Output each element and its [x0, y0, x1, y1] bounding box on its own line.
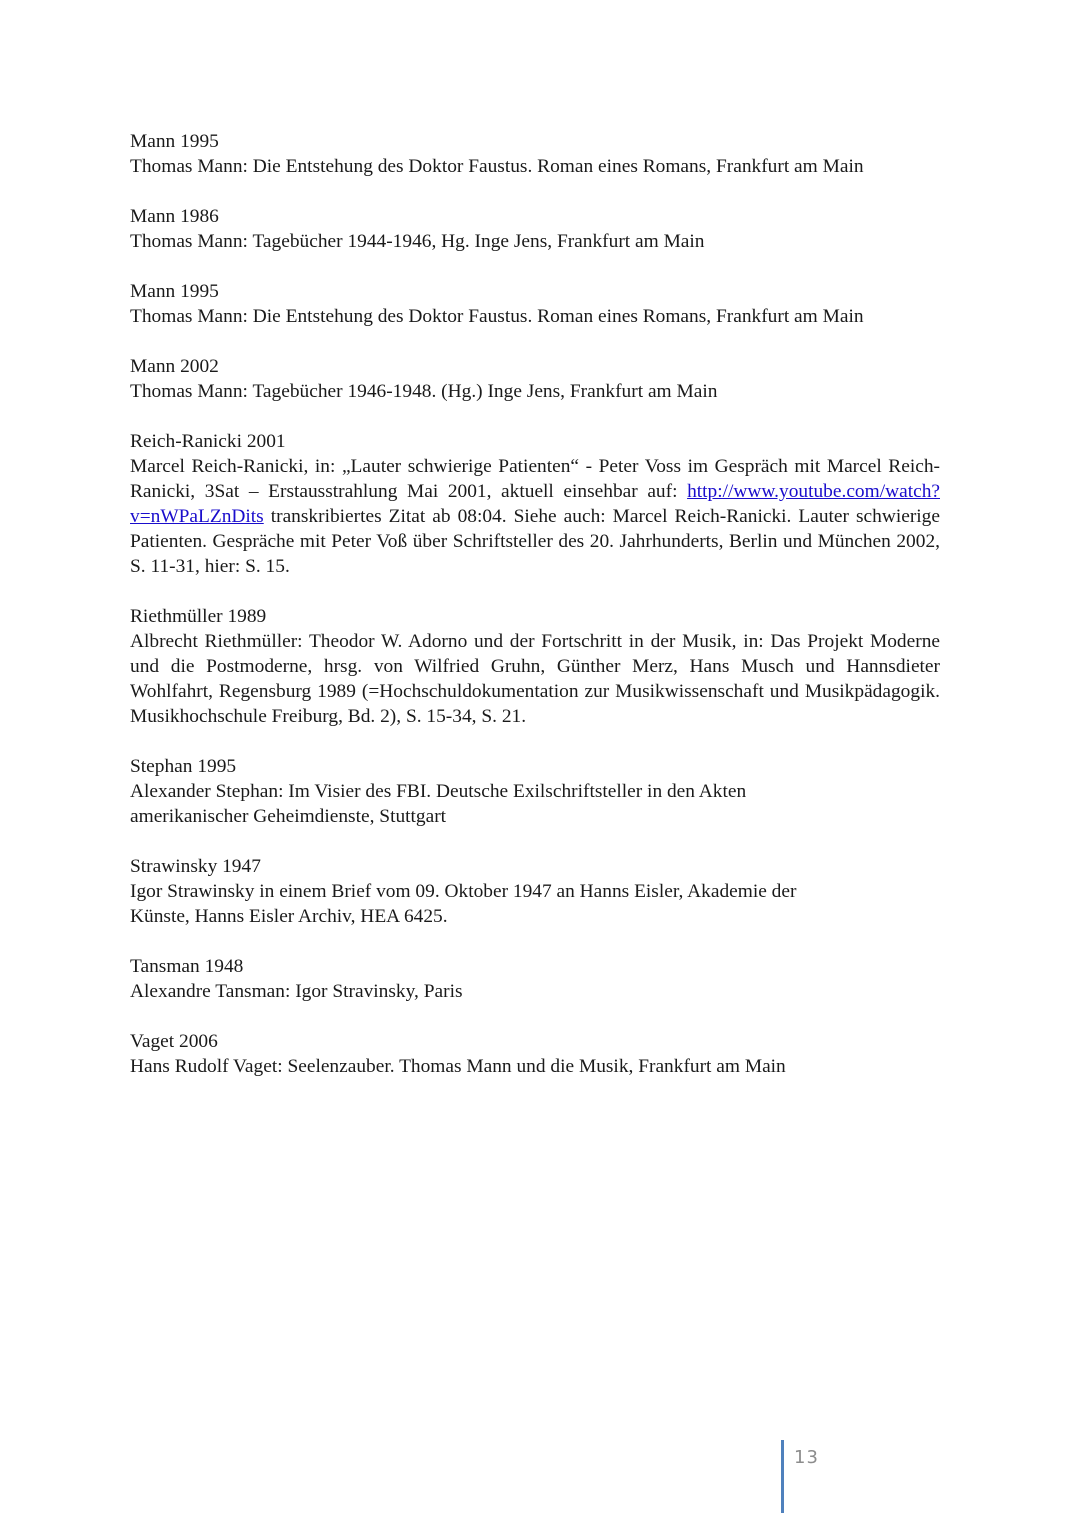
entry-key: Mann 1986 — [130, 206, 219, 227]
bibliography-entry — [130, 1029, 940, 1079]
bibliography-entry — [130, 604, 940, 729]
bibliography-entry — [130, 204, 940, 254]
entry-text: Albrecht Riethmüller: Theodor W. Adorno und der Fortschritt in der Musik, in: Das Projekt Moderne und die Postmoderne, hrsg. von Wilfried Gruhn, Günther Merz, Hans Musch und Hannsdieter Wohlfahrt, Regensburg 1989 (=Hochschuldokumentation zur Musikwissenschaft und Musikpädagogik. Musikhochschule Freiburg, Bd. 2), S. 15-34, S. 21. — [130, 631, 940, 727]
entry-key: Reich-Ranicki 2001 — [130, 431, 286, 452]
bibliography-list — [130, 129, 940, 1104]
entry-text: Thomas Mann: Tagebücher 1946-1948. (Hg.) Inge Jens, Frankfurt am Main — [130, 381, 718, 402]
entry-key: Stephan 1995 — [130, 756, 237, 777]
bibliography-entry — [130, 429, 940, 579]
entry-key: Vaget 2006 — [130, 1031, 218, 1052]
youtube-link[interactable]: http://www.youtube.com/watch?v=nWPaLZnDits — [130, 481, 940, 527]
entry-key: Mann 1995 — [130, 131, 219, 152]
bibliography-entry — [130, 954, 940, 1004]
bibliography-entry — [130, 754, 940, 829]
entry-text-part: transkribiertes Zitat ab 08:04. Siehe auch: Marcel Reich-Ranicki. Lauter schwierige Patienten. Gespräche mit Peter Voß über Schriftsteller des 20. Jahrhunderts, Berlin und München 2002, S. 11-31, hier: S. 15. — [130, 506, 940, 577]
entry-text-line: Künste, Hanns Eisler Archiv, HEA 6425. — [130, 906, 448, 927]
entry-text — [130, 454, 940, 579]
page-number-rule — [781, 1440, 784, 1513]
bibliography-entry — [130, 129, 940, 179]
entry-text: Thomas Mann: Die Entstehung des Doktor Faustus. Roman eines Romans, Frankfurt am Main — [130, 156, 864, 177]
bibliography-entry — [130, 354, 940, 404]
entry-text-line: amerikanischer Geheimdienste, Stuttgart — [130, 806, 447, 827]
entry-key: Tansman 1948 — [130, 956, 244, 977]
entry-key: Mann 1995 — [130, 281, 219, 302]
bibliography-entry — [130, 279, 940, 329]
bibliography-entry — [130, 854, 940, 929]
entry-key: Strawinsky 1947 — [130, 856, 261, 877]
entry-text: Hans Rudolf Vaget: Seelenzauber. Thomas Mann und die Musik, Frankfurt am Main — [130, 1056, 786, 1077]
entry-text: Alexandre Tansman: Igor Stravinsky, Paris — [130, 981, 463, 1002]
entry-key: Mann 2002 — [130, 356, 219, 377]
entry-text: Thomas Mann: Tagebücher 1944-1946, Hg. Inge Jens, Frankfurt am Main — [130, 231, 705, 252]
entry-text-line: Alexander Stephan: Im Visier des FBI. Deutsche Exilschriftsteller in den Akten — [130, 781, 747, 802]
entry-text-part: Marcel Reich-Ranicki, in: „Lauter schwierige Patienten“ - Peter Voss im Gespräch mit Marcel Reich-Ranicki, 3Sat – Erstausstrahlung Mai 2001, aktuell einsehbar auf: — [130, 456, 940, 502]
entry-text-line: Igor Strawinsky in einem Brief vom 09. Oktober 1947 an Hanns Eisler, Akademie der — [130, 881, 797, 902]
page-number: 13 — [794, 1447, 819, 1468]
entry-text: Thomas Mann: Die Entstehung des Doktor Faustus. Roman eines Romans, Frankfurt am Main — [130, 306, 864, 327]
entry-key: Riethmüller 1989 — [130, 606, 267, 627]
